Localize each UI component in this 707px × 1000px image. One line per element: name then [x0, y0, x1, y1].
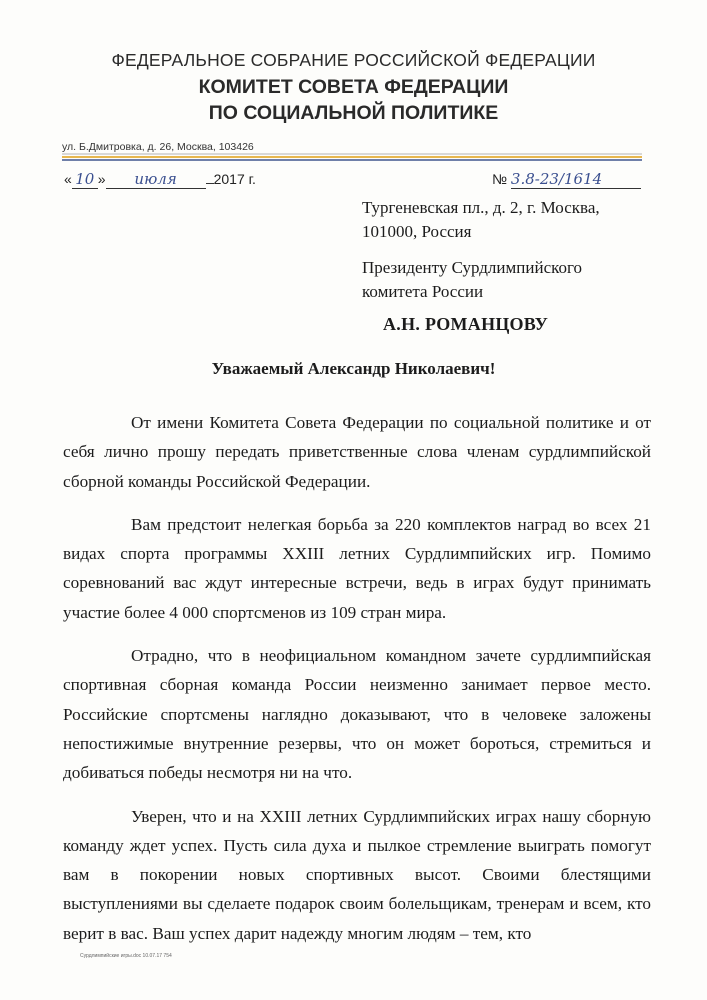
document-footer: Сурдлимпийские игры.doc 10.07.17 754 [80, 953, 172, 959]
paragraph: Уверен, что и на XXIII летних Сурдлимпийских играх нашу сборную команду ждет успех. Пусть сила духа и пылкое стремление выиграть помогут вам в покорении новых спортивных высот. Своими блестящими выступлениями вы сделаете подарок своим болельщикам, тренерам и всем, кто верит в вас. Ваш успех дарит надежду многим людям – тем, кто [63, 806, 651, 943]
organization-name: ФЕДЕРАЛЬНОЕ СОБРАНИЕ РОССИЙСКОЙ ФЕДЕРАЦИИ [111, 50, 596, 70]
letterhead-rule-blue [62, 159, 642, 161]
recipient-name: А.Н. РОМАНЦОВУ [383, 314, 549, 334]
recipient-address [362, 196, 600, 244]
reference-value: 3.8-23/1614 [511, 170, 641, 189]
letterhead-rule-gold [62, 156, 642, 158]
recipient-position-line1: Президенту Сурдлимпийского [362, 258, 583, 277]
paragraph: Отрадно, что в неофициальном командном зачете сурдлимпийская спортивная сборная команда России неизменно занимает первое место. Российские спортсмены наглядно доказывают, что в человеке заложены непостижимые внутренние резервы, что он может бороться, стремиться и добиваться победы несмотря ни на что. [63, 646, 651, 783]
recipient-position-line2: комитета России [362, 282, 484, 301]
reference-prefix: № [492, 171, 508, 187]
date-year: 2017 г. [213, 171, 256, 187]
date-close-quote: » [97, 171, 106, 187]
letterhead-rule-gray [62, 153, 642, 155]
salutation: Уважаемый Александр Николаевич! [211, 359, 496, 378]
letter-date [64, 170, 256, 189]
sender-address: ул. Б.Дмитровка, д. 26, Москва, 103426 [62, 141, 254, 153]
paragraph: От имени Комитета Совета Федерации по социальной политике и от себя лично прошу передать приветственные слова членам сурдлимпийской сборной команды Российской Федерации. [63, 413, 651, 491]
committee-subtitle: ПО СОЦИАЛЬНОЙ ПОЛИТИКЕ [208, 102, 499, 124]
date-month: июля [106, 170, 206, 189]
recipient-address-line2: 101000, Россия [362, 222, 472, 241]
committee-name: КОМИТЕТ СОВЕТА ФЕДЕРАЦИИ [198, 76, 509, 98]
recipient-address-line1: Тургеневская пл., д. 2, г. Москва, [362, 198, 600, 217]
reference-number [492, 170, 641, 189]
date-open-quote: « [64, 171, 72, 187]
paragraph: Вам предстоит нелегкая борьба за 220 комплектов наград во всех 21 видах спорта программы XXIII летних Сурдлимпийских игр. Помимо соревнований вас ждут интересные встречи, ведь в играх будут принимать участие более 4 000 спортсменов из 109 стран мира. [63, 514, 651, 622]
letter-body [63, 408, 651, 962]
recipient-position [362, 256, 582, 304]
date-day: 10 [72, 170, 98, 189]
